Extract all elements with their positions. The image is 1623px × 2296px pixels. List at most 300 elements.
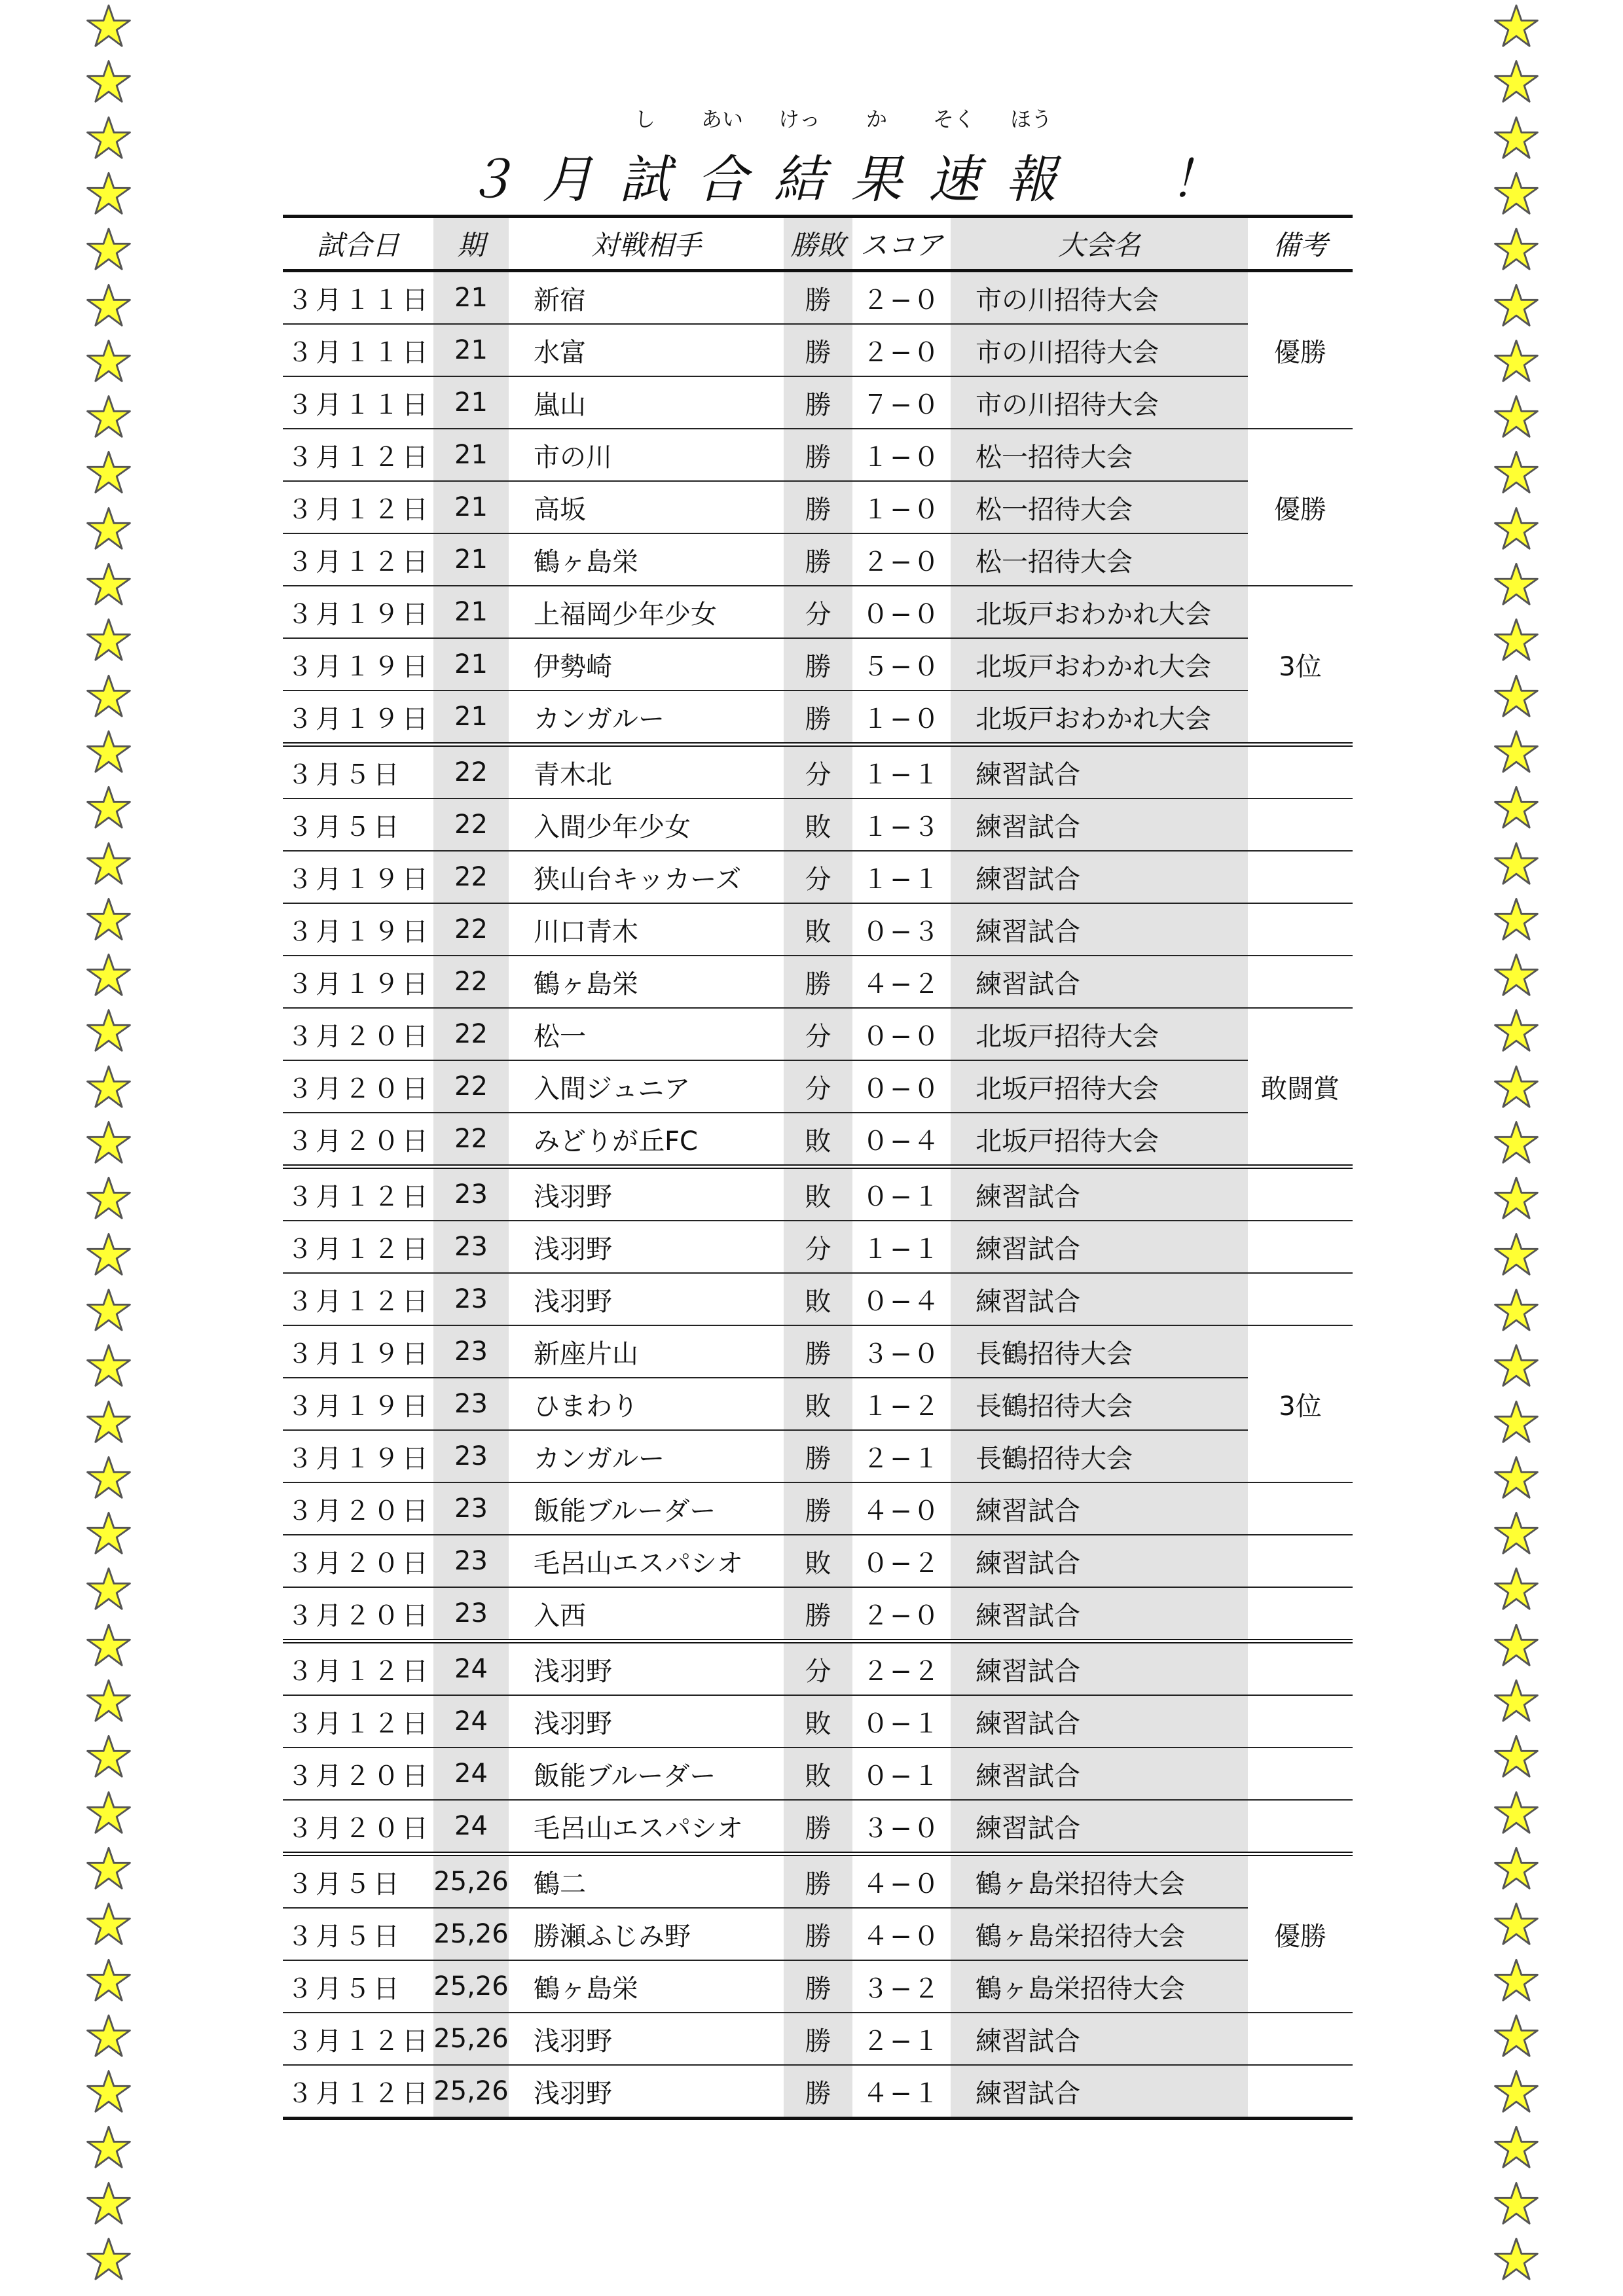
cell-date: ３月５日 — [283, 798, 433, 851]
cell-res: 分 — [784, 851, 852, 903]
cell-date: ３月２０日 — [283, 1748, 433, 1800]
header-score: スコア — [852, 217, 951, 271]
cell-ki: 25,26 — [433, 2013, 509, 2065]
cell-date: ３月１９日 — [283, 903, 433, 956]
cell-res: 勝 — [784, 1430, 852, 1482]
star-icon — [1493, 1119, 1540, 1166]
cell-ki: 21 — [433, 691, 509, 745]
cell-score: １−０ — [852, 481, 951, 533]
title-exclaim: ！ — [1169, 151, 1220, 209]
cell-date: ３月５日 — [283, 1960, 433, 2013]
cell-date: ３月１９日 — [283, 1378, 433, 1430]
cell-taikai: 練習試合 — [951, 1587, 1248, 1641]
star-icon — [1493, 1287, 1540, 1334]
cell-opp: 狭山台キッカーズ — [509, 851, 784, 903]
star-icon — [85, 728, 132, 776]
title-char-text: 結 — [773, 151, 825, 209]
star-icon — [1493, 1957, 1540, 2004]
cell-date: ３月１２日 — [283, 1273, 433, 1325]
cell-score: １−１ — [852, 745, 951, 799]
table-row — [283, 1378, 1353, 1430]
table-row — [283, 1167, 1353, 1221]
cell-opp: 水富 — [509, 324, 784, 376]
cell-opp: カンガルー — [509, 691, 784, 745]
cell-ki: 25,26 — [433, 2065, 509, 2119]
table-row — [283, 533, 1353, 586]
cell-taikai: 練習試合 — [951, 798, 1248, 851]
cell-ki: 24 — [433, 1695, 509, 1748]
cell-res: 敗 — [784, 1378, 852, 1430]
cell-opp: 松一 — [509, 1008, 784, 1060]
cell-score: ２−０ — [852, 1587, 951, 1641]
cell-ki: 21 — [433, 533, 509, 586]
cell-res: 勝 — [784, 638, 852, 691]
header-opponent: 対戦相手 — [509, 217, 784, 271]
star-icon — [1493, 561, 1540, 608]
title-ruby: ほう — [1010, 107, 1052, 132]
cell-opp: 浅羽野 — [509, 1221, 784, 1273]
table-row — [283, 1008, 1353, 1060]
cell-score: ０−１ — [852, 1695, 951, 1748]
title-char-text: 報 — [1005, 151, 1057, 209]
cell-date: ３月１１日 — [283, 376, 433, 429]
cell-res: 敗 — [784, 1535, 852, 1587]
header-date: 試合日 — [283, 217, 433, 271]
cell-date: ３月５日 — [283, 1908, 433, 1960]
cell-res: 勝 — [784, 376, 852, 429]
cell-score: ０−０ — [852, 1008, 951, 1060]
star-icon — [1493, 2068, 1540, 2115]
cell-opp: 上福岡少年少女 — [509, 586, 784, 638]
table-header-row — [283, 217, 1353, 271]
star-icon — [85, 1119, 132, 1166]
title-char-text: 試 — [619, 151, 670, 209]
cell-opp: 伊勢崎 — [509, 638, 784, 691]
cell-opp: 飯能ブルーダー — [509, 1482, 784, 1535]
cell-ki: 22 — [433, 1008, 509, 1060]
cell-score: ２−０ — [852, 271, 951, 325]
title-char — [452, 144, 529, 216]
table-row — [283, 1535, 1353, 1587]
cell-date: ３月１２日 — [283, 1221, 433, 1273]
cell-date: ３月１２日 — [283, 429, 433, 481]
cell-res: 敗 — [784, 903, 852, 956]
title-char-text: 速 — [928, 151, 979, 209]
cell-score: ３−０ — [852, 1325, 951, 1378]
star-icon — [1493, 449, 1540, 496]
cell-date: ３月１９日 — [283, 851, 433, 903]
cell-note — [1248, 1221, 1353, 1273]
cell-date: ３月２０日 — [283, 1008, 433, 1060]
star-icon — [1493, 282, 1540, 329]
cell-note — [1248, 798, 1353, 851]
cell-taikai: 鶴ヶ島栄招待大会 — [951, 1908, 1248, 1960]
cell-score: １−１ — [852, 851, 951, 903]
cell-date: ３月２０日 — [283, 1060, 433, 1113]
cell-opp: ひまわり — [509, 1378, 784, 1430]
star-icon — [1493, 1064, 1540, 1111]
cell-taikai: 長鶴招待大会 — [951, 1430, 1248, 1482]
cell-res: 勝 — [784, 1800, 852, 1854]
cell-score: ４−２ — [852, 956, 951, 1008]
cell-ki: 21 — [433, 586, 509, 638]
cell-res: 敗 — [784, 1748, 852, 1800]
cell-opp: みどりが丘FC — [509, 1113, 784, 1167]
cell-taikai: 練習試合 — [951, 903, 1248, 956]
star-icon — [85, 1510, 132, 1557]
star-icon — [85, 1175, 132, 1222]
table-row — [283, 376, 1353, 429]
cell-opp: 鶴ヶ島栄 — [509, 533, 784, 586]
cell-date: ３月１９日 — [283, 586, 433, 638]
cell-opp: 川口青木 — [509, 903, 784, 956]
cell-ki: 22 — [433, 1113, 509, 1167]
star-icon — [1493, 728, 1540, 776]
cell-taikai: 北坂戸おわかれ大会 — [951, 691, 1248, 745]
cell-date: ３月１１日 — [283, 324, 433, 376]
cell-ki: 23 — [433, 1482, 509, 1535]
cell-taikai: 北坂戸招待大会 — [951, 1008, 1248, 1060]
cell-note — [1248, 745, 1353, 799]
cell-opp: 嵐山 — [509, 376, 784, 429]
cell-score: １−０ — [852, 429, 951, 481]
cell-note — [1248, 1748, 1353, 1800]
cell-ki: 21 — [433, 324, 509, 376]
cell-res: 勝 — [784, 271, 852, 325]
cell-note: 敢闘賞 — [1248, 1008, 1353, 1167]
cell-res: 敗 — [784, 1695, 852, 1748]
star-icon — [85, 1845, 132, 1892]
cell-score: １−２ — [852, 1378, 951, 1430]
cell-ki: 21 — [433, 638, 509, 691]
star-icon — [1493, 840, 1540, 888]
star-icon — [85, 784, 132, 831]
cell-ki: 21 — [433, 481, 509, 533]
cell-note — [1248, 2013, 1353, 2065]
cell-ki: 22 — [433, 745, 509, 799]
cell-taikai: 練習試合 — [951, 1800, 1248, 1854]
cell-taikai: 市の川招待大会 — [951, 376, 1248, 429]
cell-date: ３月１２日 — [283, 533, 433, 586]
cell-score: ０−１ — [852, 1748, 951, 1800]
title-char — [993, 107, 1070, 216]
star-icon — [85, 505, 132, 552]
cell-taikai: 市の川招待大会 — [951, 324, 1248, 376]
star-icon — [85, 896, 132, 943]
cell-score: ７−０ — [852, 376, 951, 429]
table-row — [283, 798, 1353, 851]
cell-opp: 鶴二 — [509, 1854, 784, 1909]
title-char — [684, 107, 761, 216]
cell-date: ３月１２日 — [283, 2065, 433, 2119]
cell-date: ３月２０日 — [283, 1535, 433, 1587]
cell-taikai: 松一招待大会 — [951, 429, 1248, 481]
table-row — [283, 1748, 1353, 1800]
page-title — [0, 105, 1623, 216]
star-icon — [85, 1622, 132, 1669]
cell-opp: 入間少年少女 — [509, 798, 784, 851]
star-icon — [85, 1287, 132, 1334]
star-icon — [1493, 1845, 1540, 1892]
cell-ki: 21 — [433, 271, 509, 325]
cell-score: ０−４ — [852, 1273, 951, 1325]
cell-opp: 浅羽野 — [509, 1167, 784, 1221]
cell-ki: 22 — [433, 956, 509, 1008]
star-icon — [1493, 1901, 1540, 1948]
table-row — [283, 2065, 1353, 2119]
title-char-text: 果 — [850, 151, 902, 209]
cell-opp: 新座片山 — [509, 1325, 784, 1378]
star-icon — [1493, 58, 1540, 105]
star-icon — [85, 840, 132, 888]
cell-opp: 浅羽野 — [509, 2065, 784, 2119]
cell-res: 勝 — [784, 2013, 852, 2065]
table-body — [283, 271, 1353, 2119]
cell-ki: 23 — [433, 1325, 509, 1378]
table-row — [283, 1430, 1353, 1482]
star-icon — [85, 1733, 132, 1780]
cell-score: ４−１ — [852, 2065, 951, 2119]
cell-taikai: 鶴ヶ島栄招待大会 — [951, 1960, 1248, 2013]
title-char — [838, 107, 915, 216]
table-row — [283, 324, 1353, 376]
cell-taikai: 練習試合 — [951, 1221, 1248, 1273]
cell-opp: カンガルー — [509, 1430, 784, 1482]
cell-date: ３月１２日 — [283, 2013, 433, 2065]
cell-date: ３月２０日 — [283, 1482, 433, 1535]
cell-res: 敗 — [784, 798, 852, 851]
star-icon — [1493, 1566, 1540, 1613]
star-icon — [85, 2236, 132, 2283]
star-icon — [85, 561, 132, 608]
cell-res: 勝 — [784, 2065, 852, 2119]
title-char — [529, 144, 606, 216]
star-border-right — [1486, 0, 1552, 2296]
title-char — [606, 107, 684, 216]
cell-ki: 24 — [433, 1800, 509, 1854]
cell-taikai: 北坂戸招待大会 — [951, 1113, 1248, 1167]
cell-taikai: 長鶴招待大会 — [951, 1378, 1248, 1430]
cell-score: ２−０ — [852, 533, 951, 586]
cell-opp: 飯能ブルーダー — [509, 1748, 784, 1800]
cell-ki: 23 — [433, 1430, 509, 1482]
title-char-text: 月 — [541, 151, 593, 209]
star-icon — [85, 1957, 132, 2004]
title-char-text: ３ — [464, 151, 516, 209]
star-icon — [1493, 784, 1540, 831]
cell-date: ３月１９日 — [283, 956, 433, 1008]
cell-score: １−１ — [852, 1221, 951, 1273]
star-icon — [1493, 2124, 1540, 2171]
star-icon — [85, 2180, 132, 2227]
cell-score: ０−３ — [852, 903, 951, 956]
cell-date: ３月１９日 — [283, 691, 433, 745]
title-char — [915, 107, 993, 216]
cell-opp: 市の川 — [509, 429, 784, 481]
star-icon — [85, 226, 132, 273]
star-icon — [1493, 3, 1540, 50]
star-icon — [1493, 2180, 1540, 2227]
cell-score: ０−０ — [852, 586, 951, 638]
cell-score: ２−２ — [852, 1641, 951, 1696]
cell-taikai: 北坂戸おわかれ大会 — [951, 638, 1248, 691]
table-row — [283, 1060, 1353, 1113]
cell-note — [1248, 1535, 1353, 1587]
cell-score: ０−１ — [852, 1167, 951, 1221]
results-table — [283, 215, 1353, 2120]
cell-score: ２−０ — [852, 324, 951, 376]
title-ruby: あい — [701, 107, 743, 132]
cell-ki: 22 — [433, 903, 509, 956]
star-icon — [85, 393, 132, 440]
cell-ki: 24 — [433, 1748, 509, 1800]
cell-res: 勝 — [784, 1960, 852, 2013]
cell-ki: 21 — [433, 376, 509, 429]
star-border-left — [79, 0, 144, 2296]
cell-opp: 浅羽野 — [509, 1641, 784, 1696]
star-icon — [1493, 952, 1540, 999]
header-ki: 期 — [433, 217, 509, 271]
star-icon — [1493, 1175, 1540, 1222]
cell-res: 敗 — [784, 1167, 852, 1221]
cell-opp: 入西 — [509, 1587, 784, 1641]
cell-res: 勝 — [784, 533, 852, 586]
cell-opp: 鶴ヶ島栄 — [509, 1960, 784, 2013]
cell-date: ３月５日 — [283, 745, 433, 799]
cell-res: 勝 — [784, 429, 852, 481]
cell-opp: 勝瀬ふじみ野 — [509, 1908, 784, 1960]
table-row — [283, 1908, 1353, 1960]
cell-taikai: 練習試合 — [951, 1167, 1248, 1221]
star-icon — [85, 1677, 132, 1725]
star-icon — [1493, 1342, 1540, 1390]
cell-taikai: 北坂戸おわかれ大会 — [951, 586, 1248, 638]
cell-date: ３月１９日 — [283, 1325, 433, 1378]
cell-score: ５−０ — [852, 638, 951, 691]
star-icon — [1493, 1733, 1540, 1780]
cell-taikai: 長鶴招待大会 — [951, 1325, 1248, 1378]
title-ruby: か — [866, 107, 887, 132]
table-row — [283, 586, 1353, 638]
star-icon — [1493, 2013, 1540, 2060]
cell-score: ４−０ — [852, 1908, 951, 1960]
star-icon — [1493, 1007, 1540, 1054]
cell-ki: 23 — [433, 1273, 509, 1325]
cell-date: ３月１９日 — [283, 1430, 433, 1482]
star-icon — [85, 1231, 132, 1278]
cell-score: ０−０ — [852, 1060, 951, 1113]
table-row — [283, 1325, 1353, 1378]
cell-taikai: 北坂戸招待大会 — [951, 1060, 1248, 1113]
cell-res: 勝 — [784, 1587, 852, 1641]
cell-opp: 鶴ヶ島栄 — [509, 956, 784, 1008]
star-icon — [85, 1342, 132, 1390]
cell-date: ３月１２日 — [283, 481, 433, 533]
star-icon — [1493, 617, 1540, 664]
cell-note — [1248, 956, 1353, 1008]
star-icon — [1493, 1677, 1540, 1725]
star-icon — [1493, 1399, 1540, 1446]
star-icon — [85, 952, 132, 999]
table-row — [283, 1482, 1353, 1535]
cell-taikai: 練習試合 — [951, 956, 1248, 1008]
star-icon — [85, 673, 132, 720]
cell-ki: 22 — [433, 851, 509, 903]
cell-taikai: 市の川招待大会 — [951, 271, 1248, 325]
cell-note — [1248, 1800, 1353, 1854]
cell-date: ３月５日 — [283, 1854, 433, 1909]
cell-score: ２−１ — [852, 1430, 951, 1482]
star-icon — [1493, 673, 1540, 720]
table-row — [283, 691, 1353, 745]
star-icon — [1493, 2236, 1540, 2283]
cell-note — [1248, 1641, 1353, 1696]
star-icon — [85, 58, 132, 105]
cell-note: 3位 — [1248, 586, 1353, 745]
cell-note — [1248, 2065, 1353, 2119]
star-icon — [1493, 338, 1540, 385]
star-icon — [85, 449, 132, 496]
star-icon — [1493, 1622, 1540, 1669]
star-icon — [85, 1399, 132, 1446]
cell-note — [1248, 903, 1353, 956]
star-icon — [85, 1901, 132, 1948]
cell-score: ４−０ — [852, 1854, 951, 1909]
cell-date: ３月１９日 — [283, 638, 433, 691]
cell-res: 分 — [784, 1641, 852, 1696]
cell-note — [1248, 1482, 1353, 1535]
star-icon — [1493, 1510, 1540, 1557]
star-icon — [1493, 1454, 1540, 1501]
cell-ki: 23 — [433, 1535, 509, 1587]
cell-opp: 浅羽野 — [509, 1273, 784, 1325]
cell-note: 優勝 — [1248, 271, 1353, 429]
cell-ki: 23 — [433, 1221, 509, 1273]
star-icon — [85, 617, 132, 664]
cell-score: ４−０ — [852, 1482, 951, 1535]
cell-score: ３−０ — [852, 1800, 951, 1854]
cell-date: ３月１２日 — [283, 1167, 433, 1221]
cell-ki: 24 — [433, 1641, 509, 1696]
cell-taikai: 練習試合 — [951, 1273, 1248, 1325]
cell-ki: 23 — [433, 1167, 509, 1221]
cell-taikai: 松一招待大会 — [951, 533, 1248, 586]
title-ruby: けっ — [778, 107, 820, 132]
cell-res: 勝 — [784, 1854, 852, 1909]
cell-taikai: 練習試合 — [951, 745, 1248, 799]
cell-res: 分 — [784, 1221, 852, 1273]
cell-res: 勝 — [784, 691, 852, 745]
title-ruby: し — [634, 107, 655, 132]
cell-date: ３月２０日 — [283, 1113, 433, 1167]
star-icon — [85, 1454, 132, 1501]
cell-taikai: 練習試合 — [951, 1641, 1248, 1696]
table-row — [283, 903, 1353, 956]
cell-note — [1248, 851, 1353, 903]
cell-taikai: 練習試合 — [951, 2013, 1248, 2065]
cell-res: 分 — [784, 745, 852, 799]
cell-note: 優勝 — [1248, 1854, 1353, 2013]
title-ruby: そく — [932, 107, 975, 132]
cell-res: 敗 — [784, 1273, 852, 1325]
title-text — [452, 107, 1233, 216]
table-row — [283, 1695, 1353, 1748]
table-row — [283, 1273, 1353, 1325]
table-row — [283, 1113, 1353, 1167]
cell-note — [1248, 1167, 1353, 1221]
table-row — [283, 1800, 1353, 1854]
star-icon — [1493, 1231, 1540, 1278]
